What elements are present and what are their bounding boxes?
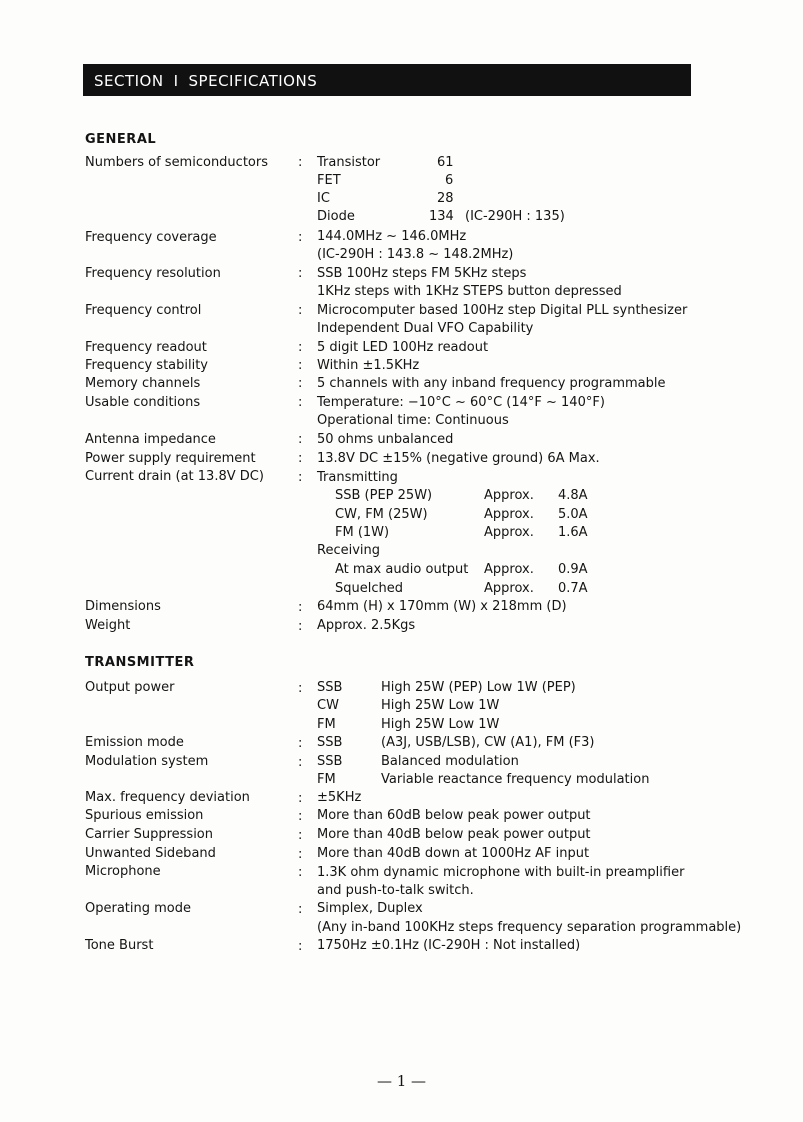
value-frequency-coverage: 144.0MHz ~ 146.0MHz xyxy=(317,229,467,244)
drain-approx: Approx. xyxy=(484,562,534,577)
colon: : xyxy=(298,358,303,373)
semi-count: 6 xyxy=(445,173,454,188)
value-microphone: and push-to-talk switch. xyxy=(317,883,474,898)
colon: : xyxy=(298,755,303,770)
general-heading: GENERAL xyxy=(85,132,157,147)
colon: : xyxy=(298,451,303,466)
drain-approx: Approx. xyxy=(484,488,534,503)
section-banner xyxy=(83,64,691,96)
colon: : xyxy=(298,600,303,615)
label-frequency-resolution: Frequency resolution xyxy=(85,266,221,281)
output-mode: SSB xyxy=(317,680,343,695)
colon: : xyxy=(298,619,303,634)
label-unwanted-sideband: Unwanted Sideband xyxy=(85,846,216,861)
drain-approx: Approx. xyxy=(484,581,534,596)
colon: : xyxy=(298,809,303,824)
modulation-value: Balanced modulation xyxy=(381,754,519,769)
colon: : xyxy=(298,266,303,281)
output-mode: CW xyxy=(317,698,339,713)
colon: : xyxy=(298,681,303,696)
label-spurious-emission: Spurious emission xyxy=(85,808,204,823)
semi-name: Diode xyxy=(317,209,355,224)
value-frequency-resolution: SSB 100Hz steps FM 5KHz steps xyxy=(317,266,527,281)
drain-mode: At max audio output xyxy=(335,562,469,577)
value-frequency-coverage: (IC-290H : 143.8 ~ 148.2MHz) xyxy=(317,247,514,262)
colon: : xyxy=(298,470,303,485)
value-operating-mode: Simplex, Duplex xyxy=(317,901,423,916)
drain-mode: Squelched xyxy=(335,581,403,596)
colon: : xyxy=(298,432,303,447)
emission-mode: SSB xyxy=(317,735,343,750)
label-usable-conditions: Usable conditions xyxy=(85,395,201,410)
label-current-drain: Current drain (at 13.8V DC) xyxy=(85,469,264,484)
colon: : xyxy=(298,865,303,880)
label-frequency-control: Frequency control xyxy=(85,303,202,318)
section-prefix: SECTION xyxy=(94,72,164,90)
colon: : xyxy=(298,736,303,751)
label-dimensions: Dimensions xyxy=(85,599,161,614)
value-tone-burst: 1750Hz ±0.1Hz (IC-290H : Not installed) xyxy=(317,938,581,953)
modulation-mode: SSB xyxy=(317,754,343,769)
value-frequency-readout: 5 digit LED 100Hz readout xyxy=(317,340,489,355)
output-value: High 25W (PEP) Low 1W (PEP) xyxy=(381,680,576,695)
drain-value: 5.0A xyxy=(558,507,588,522)
semi-name: Transistor xyxy=(317,155,381,170)
semi-count: 134 xyxy=(429,209,454,224)
drain-mode: CW, FM (25W) xyxy=(335,507,428,522)
colon: : xyxy=(298,230,303,245)
drain-approx: Approx. xyxy=(484,525,534,540)
label-frequency-coverage: Frequency coverage xyxy=(85,230,217,245)
drain-value: 1.6A xyxy=(558,525,588,540)
value-unwanted-sideband: More than 40dB down at 1000Hz AF input xyxy=(317,846,590,861)
emission-value: (A3J, USB/LSB), CW (A1), FM (F3) xyxy=(381,735,595,750)
drain-value: 4.8A xyxy=(558,488,588,503)
colon: : xyxy=(298,828,303,843)
receiving-label: Receiving xyxy=(317,543,381,558)
label-tone-burst: Tone Burst xyxy=(85,938,154,953)
label-output-power: Output power xyxy=(85,680,175,695)
value-frequency-control: Independent Dual VFO Capability xyxy=(317,321,534,336)
label-frequency-stability: Frequency stability xyxy=(85,358,209,373)
modulation-value: Variable reactance frequency modulation xyxy=(381,772,650,787)
page-number: — 1 — xyxy=(376,1072,427,1090)
colon: : xyxy=(298,902,303,917)
colon: : xyxy=(298,340,303,355)
value-frequency-stability: Within ±1.5KHz xyxy=(317,358,420,373)
value-weight: Approx. 2.5Kgs xyxy=(317,618,416,633)
value-microphone: 1.3K ohm dynamic microphone with built-in preamplifier xyxy=(317,865,685,880)
value-memory-channels: 5 channels with any inband frequency programmable xyxy=(317,376,666,391)
drain-mode: SSB (PEP 25W) xyxy=(335,488,433,503)
value-operating-mode: (Any in-band 100KHz steps frequency separation programmable) xyxy=(317,920,742,935)
semi-name: FET xyxy=(317,173,341,188)
value-dimensions: 64mm (H) x 170mm (W) x 218mm (D) xyxy=(317,599,567,614)
label-weight: Weight xyxy=(85,618,131,633)
output-value: High 25W Low 1W xyxy=(381,717,500,732)
section-title: SPECIFICATIONS xyxy=(188,72,318,90)
label-emission-mode: Emission mode xyxy=(85,735,184,750)
colon: : xyxy=(298,791,303,806)
label-operating-mode: Operating mode xyxy=(85,901,191,916)
label-max-deviation: Max. frequency deviation xyxy=(85,790,250,805)
label-carrier-suppression: Carrier Suppression xyxy=(85,827,213,842)
modulation-mode: FM xyxy=(317,772,336,787)
label-semiconductors: Numbers of semiconductors xyxy=(85,155,268,170)
section-number: I xyxy=(173,72,179,90)
semi-note: (IC-290H : 135) xyxy=(465,209,565,224)
colon: : xyxy=(298,376,303,391)
semi-count: 28 xyxy=(437,191,454,206)
output-value: High 25W Low 1W xyxy=(381,698,500,713)
colon: : xyxy=(298,155,303,170)
value-frequency-resolution: 1KHz steps with 1KHz STEPS button depressed xyxy=(317,284,622,299)
label-modulation-system: Modulation system xyxy=(85,754,209,769)
semi-name: IC xyxy=(317,191,330,206)
value-carrier-suppression: More than 40dB below peak power output xyxy=(317,827,591,842)
drain-value: 0.7A xyxy=(558,581,588,596)
colon: : xyxy=(298,395,303,410)
value-antenna-impedance: 50 ohms unbalanced xyxy=(317,432,454,447)
label-antenna-impedance: Antenna impedance xyxy=(85,432,216,447)
label-power-supply: Power supply requirement xyxy=(85,451,256,466)
transmitter-heading: TRANSMITTER xyxy=(85,655,195,670)
output-mode: FM xyxy=(317,717,336,732)
colon: : xyxy=(298,939,303,954)
value-usable-conditions: Temperature: −10°C ~ 60°C (14°F ~ 140°F) xyxy=(317,395,605,410)
transmitting-label: Transmitting xyxy=(317,470,398,485)
drain-mode: FM (1W) xyxy=(335,525,390,540)
drain-approx: Approx. xyxy=(484,507,534,522)
value-power-supply: 13.8V DC ±15% (negative ground) 6A Max. xyxy=(317,451,600,466)
label-memory-channels: Memory channels xyxy=(85,376,201,391)
label-microphone: Microphone xyxy=(85,864,161,879)
value-spurious-emission: More than 60dB below peak power output xyxy=(317,808,591,823)
semi-count: 61 xyxy=(437,155,454,170)
drain-value: 0.9A xyxy=(558,562,588,577)
label-frequency-readout: Frequency readout xyxy=(85,340,207,355)
value-max-deviation: ±5KHz xyxy=(317,790,362,805)
value-frequency-control: Microcomputer based 100Hz step Digital PLL synthesizer xyxy=(317,303,688,318)
colon: : xyxy=(298,847,303,862)
value-usable-conditions: Operational time: Continuous xyxy=(317,413,509,428)
colon: : xyxy=(298,303,303,318)
